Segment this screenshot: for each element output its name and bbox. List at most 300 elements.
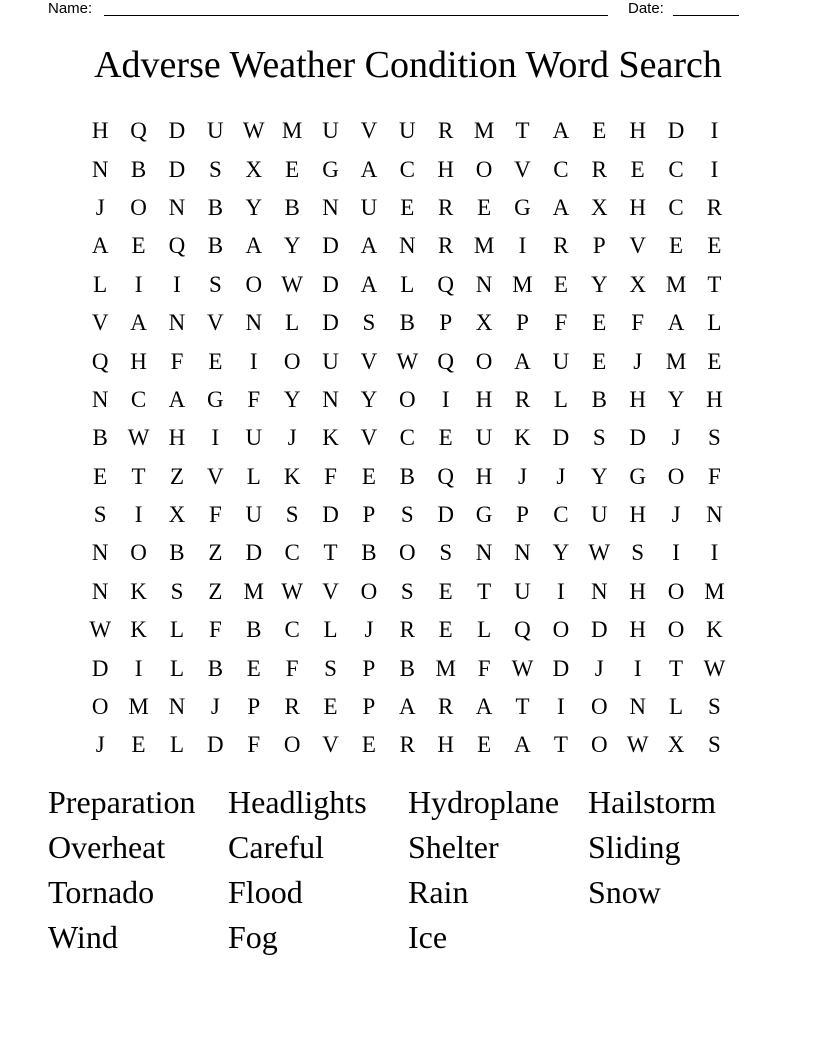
grid-cell: Y (667, 386, 685, 412)
grid-cell: D (322, 233, 339, 259)
grid-cell: O (667, 463, 685, 489)
grid-cell: Q (437, 348, 455, 374)
grid-cell: C (553, 502, 569, 528)
grid-cell: T (669, 655, 684, 681)
grid-cell: W (89, 617, 112, 643)
grid-cell: I (211, 425, 220, 451)
grid-cell: I (633, 655, 642, 681)
grid-cell: H (629, 386, 646, 412)
grid-cell: P (516, 310, 529, 336)
grid-cell: R (284, 694, 300, 720)
grid-cell: A (667, 310, 685, 336)
grid-cell: X (475, 310, 493, 336)
grid-cell: O (130, 540, 147, 566)
grid-cell: N (475, 540, 493, 566)
grid-cell: N (322, 194, 339, 220)
grid-cell: Y (283, 386, 301, 412)
grid-cell: J (364, 617, 374, 643)
grid-cell: D (437, 502, 455, 528)
grid-cell: P (362, 502, 376, 528)
grid-cell: S (708, 694, 721, 720)
grid-cell: I (710, 540, 719, 566)
grid-cell: J (633, 348, 643, 374)
grid-cell: D (590, 617, 608, 643)
grid-cell: L (246, 463, 261, 489)
grid-cell: P (362, 655, 376, 681)
grid-cell: B (207, 194, 224, 220)
grid-cell: D (245, 540, 263, 566)
grid-cell: B (246, 617, 262, 643)
grid-cell: L (169, 732, 184, 758)
word-list-item: Tornado (48, 874, 155, 910)
grid-cell: C (553, 156, 569, 182)
grid-cell: L (553, 386, 568, 412)
grid-cell: F (631, 310, 645, 336)
grid-cell: N (322, 386, 339, 412)
grid-cell: E (592, 348, 607, 374)
grid-cell: E (131, 732, 146, 758)
word-list-item: Overheat (48, 829, 166, 865)
grid-cell: E (592, 118, 607, 144)
grid-cell: L (169, 617, 184, 643)
grid-cell: O (283, 348, 301, 374)
grid-cell: D (322, 310, 339, 336)
grid-cell: B (207, 655, 224, 681)
grid-cell: V (629, 233, 646, 259)
grid-cell: A (360, 271, 378, 297)
word-list-item: Hailstorm (588, 784, 716, 820)
grid-cell: U (207, 118, 224, 144)
grid-cell: T (707, 271, 722, 297)
grid-cell: C (284, 617, 300, 643)
grid-cell: I (710, 118, 719, 144)
grid-cell: N (245, 310, 263, 336)
grid-cell: Q (168, 233, 186, 259)
grid-cell: A (514, 348, 531, 374)
grid-cell: E (208, 348, 223, 374)
grid-cell: X (629, 271, 646, 297)
grid-cell: S (400, 502, 414, 528)
grid-cell: B (169, 540, 185, 566)
grid-cell: W (511, 655, 534, 681)
grid-cell: E (93, 463, 108, 489)
grid-cell: O (475, 348, 493, 374)
grid-cell: G (475, 502, 493, 528)
grid-cell: N (590, 578, 608, 604)
grid-cell: R (438, 194, 454, 220)
grid-cell: Q (91, 348, 109, 374)
word-list-item: Headlights (228, 784, 367, 820)
word-list-item: Preparation (48, 784, 196, 820)
grid-cell: Y (552, 540, 570, 566)
grid-cell: P (362, 694, 376, 720)
grid-cell: V (207, 310, 224, 336)
grid-cell: A (475, 694, 493, 720)
grid-cell: V (514, 156, 531, 182)
grid-cell: O (590, 732, 608, 758)
grid-cell: J (210, 694, 220, 720)
grid-cell: K (514, 425, 531, 451)
grid-cell: C (399, 425, 415, 451)
grid-cell: H (91, 118, 109, 144)
grid-cell: U (552, 348, 570, 374)
grid-cell: A (245, 233, 263, 259)
grid-cell: X (245, 156, 263, 182)
grid-cell: W (396, 348, 419, 374)
word-list-item: Sliding (588, 829, 681, 865)
grid-cell: A (399, 694, 416, 720)
grid-cell: N (399, 233, 416, 259)
grid-cell: E (707, 233, 722, 259)
grid-cell: O (91, 694, 109, 720)
grid-cell: O (667, 617, 685, 643)
grid-cell: I (134, 502, 143, 528)
grid-cell: H (130, 348, 147, 374)
grid-cell: H (706, 386, 723, 412)
grid-cell: S (324, 655, 337, 681)
grid-cell: U (514, 578, 531, 604)
grid-cell: A (360, 156, 378, 182)
grid-cell: U (590, 502, 608, 528)
grid-cell: O (283, 732, 301, 758)
grid-cell: U (399, 118, 416, 144)
grid-cell: D (168, 118, 186, 144)
grid-cell: U (360, 194, 378, 220)
grid-cell: Y (590, 271, 608, 297)
grid-cell: Z (169, 463, 184, 489)
grid-cell: K (130, 617, 147, 643)
grid-cell: O (360, 578, 378, 604)
grid-cell: O (399, 386, 416, 412)
grid-cell: H (437, 156, 455, 182)
grid-cell: B (361, 540, 377, 566)
grid-cell: X (590, 194, 608, 220)
grid-cell: E (630, 156, 645, 182)
grid-cell: X (667, 732, 685, 758)
grid-cell: N (706, 502, 723, 528)
grid-cell: E (361, 732, 376, 758)
grid-cell: I (134, 271, 143, 297)
grid-cell: U (245, 502, 263, 528)
grid-cell: I (710, 156, 719, 182)
grid-cell: F (170, 348, 184, 374)
grid-cell: Y (245, 194, 263, 220)
grid-cell: B (399, 310, 415, 336)
grid-cell: L (669, 694, 684, 720)
grid-cell: J (518, 463, 527, 489)
word-list (48, 780, 768, 960)
grid-cell: J (671, 425, 681, 451)
grid-cell: Y (283, 233, 301, 259)
grid-cell: D (552, 655, 570, 681)
grid-cell: Q (514, 617, 531, 643)
grid-cell: D (552, 425, 570, 451)
grid-cell: P (439, 310, 453, 336)
grid-cell: E (669, 233, 684, 259)
grid-cell: K (706, 617, 723, 643)
grid-cell: D (207, 732, 224, 758)
grid-cell: P (247, 694, 261, 720)
grid-cell: F (477, 655, 491, 681)
grid-cell: M (512, 271, 533, 297)
grid-cell: H (629, 578, 646, 604)
grid-cell: I (249, 348, 258, 374)
grid-cell: R (438, 118, 454, 144)
grid-cell: Y (360, 386, 378, 412)
grid-cell: E (592, 310, 607, 336)
grid-cell: O (399, 540, 416, 566)
grid-cell: S (400, 578, 414, 604)
grid-cell: M (281, 118, 303, 144)
grid-cell: E (438, 617, 453, 643)
grid-cell: H (629, 617, 646, 643)
grid-cell: S (592, 425, 606, 451)
grid-cell: F (324, 463, 337, 489)
grid-cell: X (168, 502, 186, 528)
grid-cell: I (672, 540, 680, 566)
grid-cell: N (91, 386, 109, 412)
grid-cell: F (708, 463, 721, 489)
grid-cell: S (208, 271, 222, 297)
grid-cell: L (400, 271, 415, 297)
grid-cell: J (671, 502, 681, 528)
grid-cell: A (168, 386, 186, 412)
grid-cell: R (514, 386, 531, 412)
grid-cell: M (243, 578, 264, 604)
grid-cell: M (704, 578, 725, 604)
grid-cell: G (207, 386, 224, 412)
name-label: Name: (48, 0, 93, 17)
grid-cell: R (399, 617, 415, 643)
word-list-item: Flood (228, 874, 303, 910)
grid-cell: B (92, 425, 108, 451)
grid-cell: V (91, 310, 109, 336)
grid-cell: Q (130, 118, 147, 144)
grid-cell: R (591, 156, 607, 182)
grid-cell: Z (208, 540, 223, 566)
grid-cell: O (552, 617, 570, 643)
word-list-item: Wind (48, 919, 118, 955)
grid-cell: C (284, 540, 300, 566)
grid-cell: F (554, 310, 568, 336)
grid-cell: E (131, 233, 146, 259)
grid-cell: W (281, 271, 303, 297)
grid-cell: L (285, 310, 300, 336)
grid-cell: J (287, 425, 297, 451)
grid-cell: V (322, 732, 339, 758)
grid-cell: H (629, 194, 646, 220)
grid-cell: U (475, 425, 493, 451)
date-label: Date: (628, 0, 664, 17)
grid-cell: M (665, 348, 687, 374)
grid-cell: V (360, 348, 378, 374)
grid-cell: K (130, 578, 147, 604)
word-list-item: Rain (408, 874, 469, 910)
grid-cell: N (475, 271, 493, 297)
grid-cell: E (400, 194, 415, 220)
grid-cell: R (399, 732, 415, 758)
grid-cell: Q (437, 271, 455, 297)
grid-cell: T (477, 578, 492, 604)
grid-cell: B (591, 386, 607, 412)
grid-cell: F (247, 732, 261, 758)
grid-cell: I (557, 578, 565, 604)
grid-cell: M (473, 233, 495, 259)
grid-cell: C (668, 156, 684, 182)
grid-cell: I (518, 233, 527, 259)
grid-cell: P (592, 233, 606, 259)
word-list-item: Hydroplane (408, 784, 560, 820)
grid-cell: D (91, 655, 109, 681)
grid-cell: O (130, 194, 147, 220)
grid-cell: O (475, 156, 493, 182)
grid-cell: L (169, 655, 184, 681)
word-list-item: Fog (228, 919, 278, 955)
grid-cell: B (284, 194, 300, 220)
grid-cell: I (134, 655, 143, 681)
grid-cell: D (629, 425, 646, 451)
grid-cell: N (168, 694, 186, 720)
grid-cell: A (91, 233, 109, 259)
grid-cell: E (707, 348, 722, 374)
grid-cell: A (552, 194, 570, 220)
grid-cell: Q (437, 463, 455, 489)
grid-cell: W (588, 540, 611, 566)
grid-cell: D (667, 118, 685, 144)
grid-cell: E (477, 194, 492, 220)
grid-cell: N (91, 540, 109, 566)
grid-cell: M (473, 118, 495, 144)
grid-cell: B (207, 233, 224, 259)
grid-cell: I (441, 386, 450, 412)
grid-cell: E (438, 425, 453, 451)
grid-cell: H (475, 386, 493, 412)
grid-cell: T (553, 732, 568, 758)
grid-cell: O (245, 271, 263, 297)
grid-cell: S (170, 578, 184, 604)
grid-cell: Y (590, 463, 608, 489)
grid-cell: F (208, 502, 222, 528)
grid-cell: E (438, 578, 453, 604)
grid-cell: B (130, 156, 147, 182)
grid-cell: H (437, 732, 455, 758)
grid-cell: G (629, 463, 646, 489)
grid-cell: T (515, 118, 530, 144)
grid-cell: R (553, 233, 569, 259)
date-field-line (673, 15, 739, 16)
grid-cell: E (246, 655, 261, 681)
header (0, 0, 816, 20)
grid-cell: D (168, 156, 186, 182)
grid-cell: M (665, 271, 687, 297)
grid-cell: I (173, 271, 181, 297)
grid-cell: B (399, 655, 415, 681)
grid-cell: G (514, 194, 531, 220)
grid-cell: N (168, 310, 186, 336)
grid-cell: J (594, 655, 604, 681)
grid-cell: S (208, 156, 222, 182)
grid-cell: T (515, 694, 530, 720)
grid-cell: C (130, 386, 147, 412)
grid-cell: F (285, 655, 299, 681)
grid-cell: S (631, 540, 645, 566)
grid-cell: L (477, 617, 492, 643)
grid-cell: H (629, 118, 646, 144)
grid-cell: I (557, 694, 565, 720)
grid-cell: U (245, 425, 263, 451)
grid-cell: S (708, 425, 721, 451)
grid-cell: H (168, 425, 186, 451)
word-list-item: Shelter (408, 829, 499, 865)
grid-cell: A (360, 233, 378, 259)
grid-cell: S (93, 502, 107, 528)
grid-cell: M (128, 694, 149, 720)
grid-cell: A (130, 310, 147, 336)
grid-cell: N (91, 578, 109, 604)
grid-cell: R (438, 233, 454, 259)
grid-cell: E (477, 732, 492, 758)
grid-cell: L (707, 310, 722, 336)
grid-cell: W (626, 732, 649, 758)
grid-cell: G (322, 156, 339, 182)
grid-cell: N (514, 540, 531, 566)
grid-cell: T (131, 463, 146, 489)
grid-cell: B (399, 463, 415, 489)
grid-cell: D (322, 502, 339, 528)
grid-cell: R (706, 194, 723, 220)
grid-cell: N (168, 194, 186, 220)
word-list-item: Careful (228, 829, 324, 865)
grid-cell: F (208, 617, 222, 643)
grid-cell: W (242, 118, 265, 144)
name-field-line (104, 15, 608, 16)
grid-cell: U (322, 348, 339, 374)
grid-cell: P (516, 502, 529, 528)
grid-cell: O (590, 694, 608, 720)
grid-cell: Z (208, 578, 223, 604)
grid-cell: D (322, 271, 339, 297)
grid-cell: O (667, 578, 685, 604)
grid-cell: C (399, 156, 415, 182)
grid-cell: W (703, 655, 726, 681)
grid-cell: L (323, 617, 338, 643)
grid-cell: A (514, 732, 531, 758)
grid-cell: E (361, 463, 376, 489)
grid-cell: S (439, 540, 453, 566)
grid-cell: W (127, 425, 150, 451)
word-list-item: Snow (588, 874, 661, 910)
grid-cell: K (283, 463, 301, 489)
grid-cell: F (247, 386, 261, 412)
grid-cell: E (285, 156, 300, 182)
page-title: Adverse Weather Condition Word Search (94, 44, 722, 86)
grid-cell: L (93, 271, 108, 297)
grid-cell: V (360, 425, 378, 451)
grid-cell: U (322, 118, 339, 144)
grid-cell: V (360, 118, 378, 144)
grid-cell: S (708, 732, 721, 758)
grid-cell: J (556, 463, 566, 489)
grid-cell: C (668, 194, 684, 220)
grid-cell: V (322, 578, 339, 604)
grid-cell: A (552, 118, 570, 144)
grid-cell: N (629, 694, 646, 720)
letter-grid (81, 112, 735, 765)
grid-cell: S (285, 502, 299, 528)
grid-cell: E (553, 271, 568, 297)
grid-cell: E (323, 694, 338, 720)
grid-cell: T (323, 540, 338, 566)
